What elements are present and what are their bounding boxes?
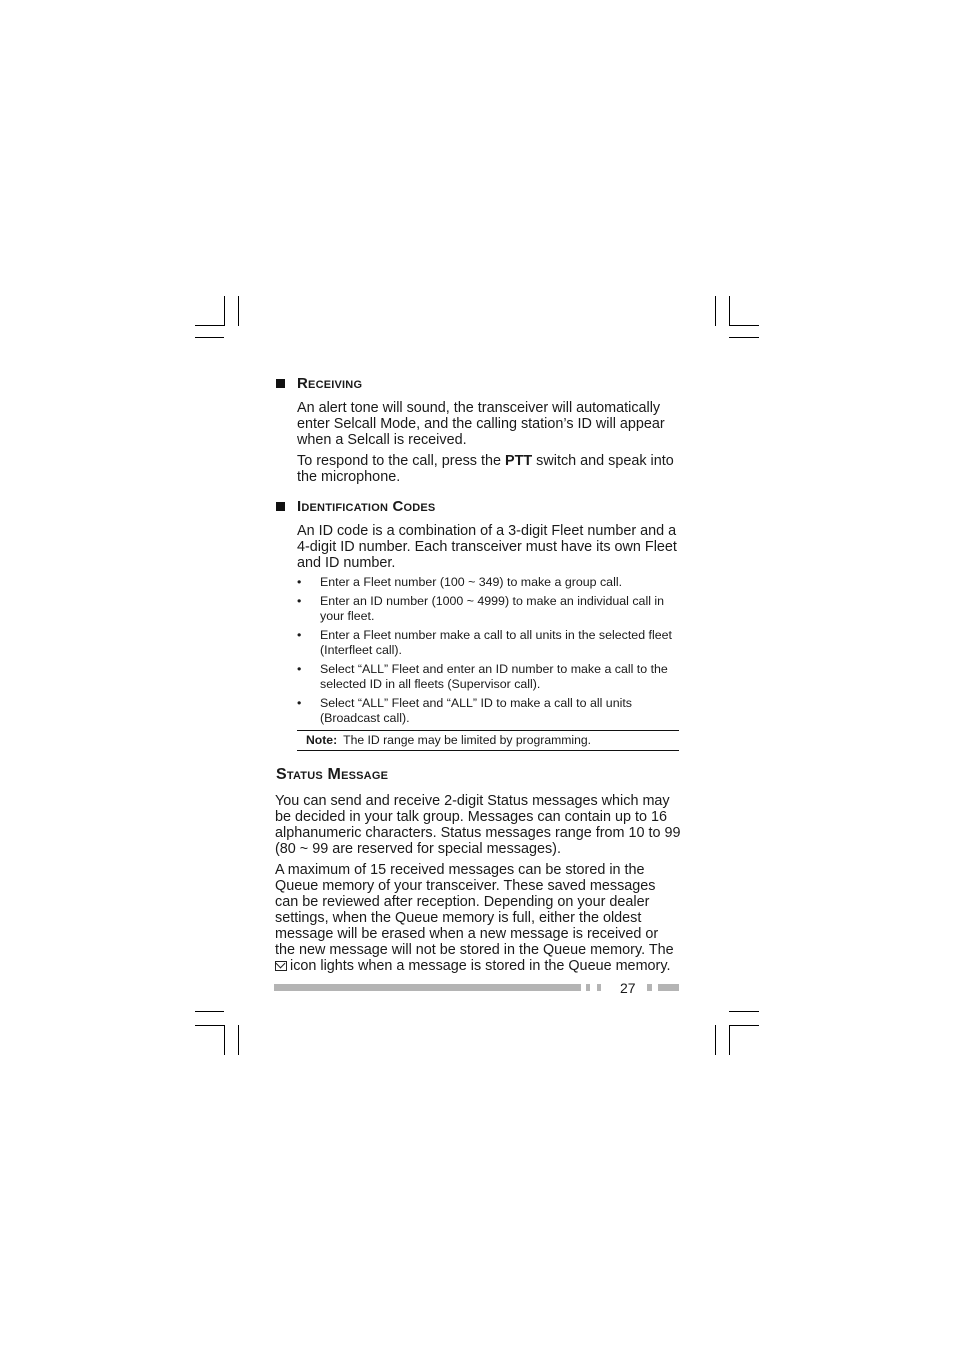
bullet-icon: • xyxy=(297,696,302,711)
receiving-paragraph: An alert tone will sound, the transceiver will automatically enter Selcall Mode, and the calling station’s ID will appear when a Selcall is received. xyxy=(297,400,665,448)
receiving-ptt-paragraph xyxy=(297,453,682,485)
list-item-text: Select “ALL” Fleet and “ALL” ID to make a call to all units (Broadcast call). xyxy=(320,696,632,725)
status-queue-paragraph xyxy=(275,862,682,974)
square-bullet-icon xyxy=(276,502,285,511)
crop-mark xyxy=(238,296,239,326)
list-item xyxy=(297,696,682,725)
list-item-text: Enter a Fleet number make a call to all units in the selected fleet (Interfleet call). xyxy=(320,628,672,657)
note-text: The ID range may be limited by programming. xyxy=(343,733,592,747)
list-item-text: Select “ALL” Fleet and enter an ID number to make a call to the selected ID in all fleets (Supervisor call). xyxy=(320,662,668,691)
footer-bar-segment xyxy=(586,984,590,991)
identification-intro: An ID code is a combination of a 3-digit Fleet number and a 4-digit ID number. Each transceiver must have its own Fleet and ID number. xyxy=(297,523,677,571)
list-item xyxy=(297,628,682,657)
list-item-text: Enter a Fleet number (100 ~ 349) to make a group call. xyxy=(320,575,623,589)
list-item xyxy=(297,594,682,623)
receiving-heading xyxy=(276,375,362,392)
crop-mark xyxy=(224,296,225,326)
crop-mark xyxy=(729,1025,759,1026)
crop-mark xyxy=(729,296,730,326)
footer-bar-right xyxy=(658,984,679,991)
crop-mark xyxy=(729,337,759,338)
crop-mark xyxy=(238,1025,239,1055)
section-title: Status Message xyxy=(276,766,389,783)
text: To respond to the call, press the xyxy=(297,453,505,469)
envelope-icon xyxy=(275,961,287,971)
crop-mark xyxy=(729,1025,730,1055)
status-paragraph: You can send and receive 2-digit Status messages which may be decided in your talk group. Messages can contain up to 16 alphanumeric characters. Status messages range from 10 to 99 (80 ~ 99 are reserved for special messages). xyxy=(275,793,681,857)
footer-bar xyxy=(274,984,581,991)
id-bullet-list xyxy=(297,575,682,730)
crop-mark xyxy=(715,296,716,326)
note-box xyxy=(297,730,679,751)
ptt-key-label: PTT xyxy=(504,453,533,469)
section-title: Receiving xyxy=(297,375,363,392)
bullet-icon: • xyxy=(297,628,302,643)
page-number: 27 xyxy=(620,980,636,996)
crop-mark xyxy=(729,325,759,326)
square-bullet-icon xyxy=(276,379,285,388)
list-item xyxy=(297,575,682,590)
crop-mark xyxy=(195,325,224,326)
crop-mark xyxy=(729,1011,759,1012)
identification-heading xyxy=(276,498,435,515)
footer-bar-segment xyxy=(647,984,652,991)
text: A maximum of 15 received messages can be stored in the Queue memory of your transceiver. These saved messages can be reviewed after reception. Depending on your dealer settings, when the Queue memory is full, either the oldest message will be erased when a new message is received or the new message will not be stored in the Queue memory. The xyxy=(275,862,674,958)
crop-mark xyxy=(715,1025,716,1055)
crop-mark xyxy=(195,1011,224,1012)
bullet-icon: • xyxy=(297,575,302,589)
text: switch and speak into the microphone. xyxy=(297,453,674,485)
crop-mark xyxy=(224,1025,225,1055)
status-heading xyxy=(276,766,388,784)
note-label: Note: xyxy=(306,733,338,747)
section-title: Identification Codes xyxy=(297,498,436,515)
list-item xyxy=(297,662,682,691)
crop-mark xyxy=(195,337,224,338)
bullet-icon: • xyxy=(297,662,302,677)
crop-mark xyxy=(195,1025,224,1026)
bullet-icon: • xyxy=(297,594,302,609)
text: icon lights when a message is stored in the Queue memory. xyxy=(290,958,671,974)
footer-bar-segment xyxy=(597,984,601,991)
list-item-text: Enter an ID number (1000 ~ 4999) to make an individual call in your fleet. xyxy=(320,594,665,623)
